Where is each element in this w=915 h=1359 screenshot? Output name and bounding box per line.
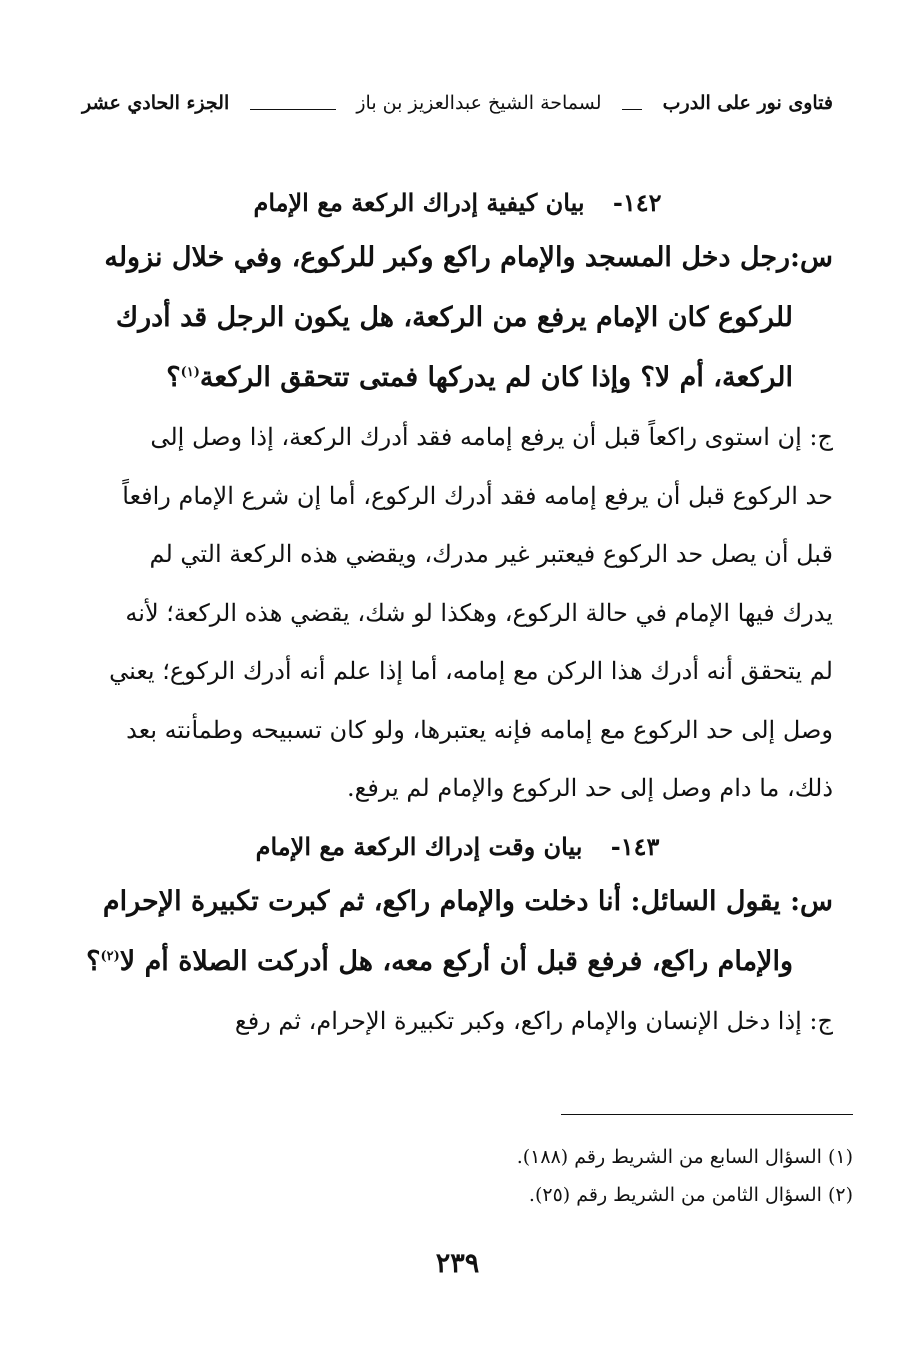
question-line-last xyxy=(82,932,833,992)
section-title: بيان وقت إدراك الركعة مع الإمام xyxy=(255,831,583,861)
author-name: لسماحة الشيخ عبدالعزيز بن باز xyxy=(356,92,602,114)
question-line-last xyxy=(82,348,833,408)
question-line: س:رجل دخل المسجد والإمام راكع وكبر للركوع، وفي خلال نزوله xyxy=(104,242,833,273)
volume-label: الجزء الحادي عشر xyxy=(82,92,230,114)
header-separator xyxy=(250,109,336,110)
answer-block xyxy=(82,992,833,1051)
question-line: س: يقول السائل: أنا دخلت والإمام راكع، ثم كبرت تكبيرة الإحرام xyxy=(102,885,833,917)
section-number: ١٤٢- xyxy=(612,188,662,217)
section-heading xyxy=(82,178,833,228)
question-line-text: والإمام راكع، فرفع قبل أن أركع معه، هل أدركت الصلاة أم لا xyxy=(119,945,793,977)
answer-line: ذلك، ما دام وصل إلى حد الركوع والإمام لم يرفع. xyxy=(347,774,833,802)
question-mark: ؟ xyxy=(166,362,181,393)
footnote-item: (٢) السؤال الثامن من الشريط رقم (٢٥). xyxy=(528,1184,853,1206)
page-number: ٢٣٩ xyxy=(435,1248,480,1279)
book-title: فتاوى نور على الدرب xyxy=(662,92,833,114)
running-header xyxy=(82,88,833,118)
question-line-text: الركعة، أم لا؟ وإذا كان لم يدركها فمتى تتحقق الركعة xyxy=(199,362,793,393)
section-title: بيان كيفية إدراك الركعة مع الإمام xyxy=(253,188,585,217)
answer-line: يدرك فيها الإمام في حالة الركوع، وهكذا لو شك، يقضي هذه الركعة؛ لأنه xyxy=(125,598,833,627)
footnote-reference[interactable]: (٢) xyxy=(100,948,120,964)
question-block xyxy=(82,228,833,408)
answer-line: قبل أن يصل حد الركوع فيعتبر غير مدرك، ويقضي هذه الركعة التي لم xyxy=(149,540,833,568)
question-block xyxy=(82,872,833,992)
footnote-divider xyxy=(561,1114,853,1115)
answer-line: لم يتحقق أنه أدرك هذا الركن مع إمامه، أما إذا علم أنه أدرك الركوع؛ يعني xyxy=(109,657,833,685)
answer-line: وصل إلى حد الركوع مع إمامه فإنه يعتبرها، ولو كان تسبيحه وطمأنته بعد xyxy=(126,715,833,744)
header-separator xyxy=(622,109,642,110)
question-mark: ؟ xyxy=(86,945,101,977)
footnote-item: (١) السؤال السابع من الشريط رقم (١٨٨). xyxy=(516,1146,853,1168)
section-number: ١٤٣- xyxy=(610,831,660,861)
answer-line: حد الركوع قبل أن يرفع إمامه فقد أدرك الركوع، أما إن شرع الإمام رافعاً xyxy=(122,481,833,510)
answer-block xyxy=(82,408,833,818)
section-heading xyxy=(82,822,833,872)
footnotes xyxy=(82,1138,853,1214)
footnote-reference[interactable]: (١) xyxy=(180,365,200,380)
page-body xyxy=(82,178,833,1050)
question-line: للركوع كان الإمام يرفع من الركعة، هل يكون الرجل قد أدرك xyxy=(115,302,793,333)
answer-line: ج: إن استوى راكعاً قبل أن يرفع إمامه فقد أدرك الركعة، إذا وصل إلى xyxy=(150,423,833,451)
answer-line: ج: إذا دخل الإنسان والإمام راكع، وكبر تكبيرة الإحرام، ثم رفع xyxy=(234,1006,833,1035)
